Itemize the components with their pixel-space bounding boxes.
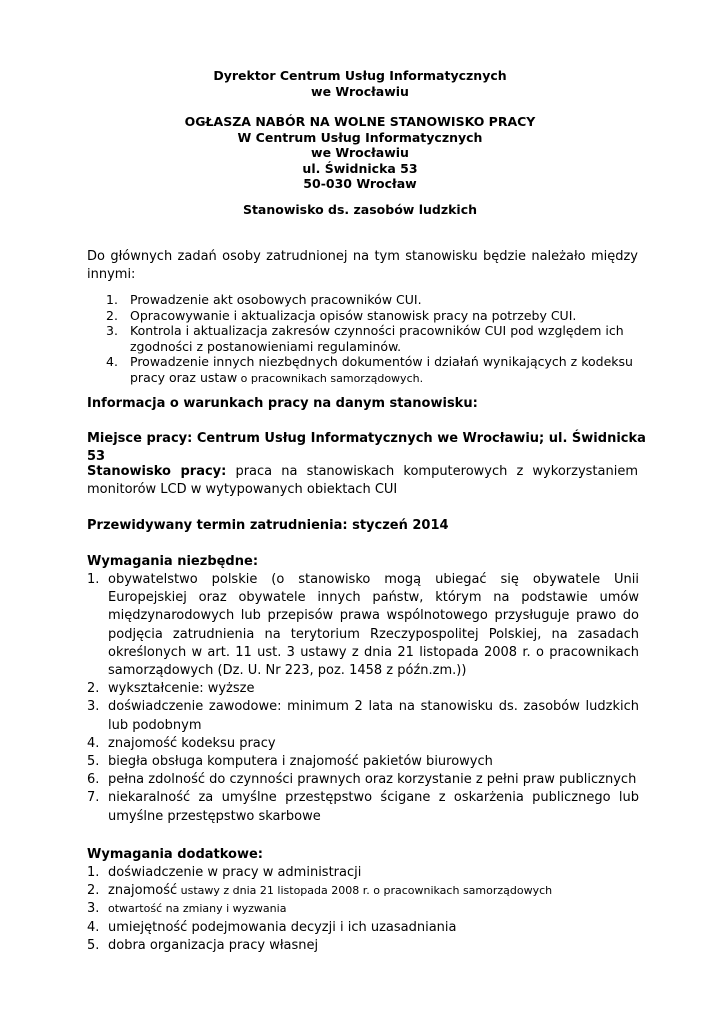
list-item: 6. pełna zdolność do czynności prawnych oraz korzystanie z pełni praw publicznych — [87, 772, 637, 788]
tasks-list — [106, 292, 646, 386]
list-item: 1. Prowadzenie akt osobowych pracowników CUI. — [106, 292, 422, 307]
list-item: 2. Opracowywanie i aktualizacja opisów stanowisk pracy na potrzeby CUI. — [106, 307, 577, 323]
required-heading: Wymagania niezbędne: — [87, 554, 259, 569]
post-paragraph — [87, 463, 638, 499]
list-item: 4. Prowadzenie innych niezbędnych dokumentów i działań wynikających z kodeksu pracy oraz ustaw o pracownikach samorządowych. — [106, 354, 633, 385]
intro-paragraph: Do głównych zadań osoby zatrudnionej na tym stanowisku będzie należało między innymi: — [87, 249, 638, 282]
document-header — [60, 68, 660, 99]
list-item: 5. biegła obsługa komputera i znajomość pakietów biurowych — [87, 754, 493, 770]
list-item: 3. otwartość na zmiany i wyzwania — [87, 901, 287, 917]
announcement-line: OGŁASZA NABÓR NA WOLNE STANOWISKO PRACY — [184, 114, 536, 129]
header-line-1: Dyrektor Centrum Usług Informatycznych — [213, 68, 507, 83]
list-item: 4. umiejętność podejmowania decyzji i ich uzasadniania — [87, 919, 457, 935]
workplace-line: Miejsce pracy: Centrum Usług Informatycznych we Wrocławiu; ul. Świdnicka 53 — [87, 431, 646, 464]
post-label: Stanowisko pracy: — [87, 464, 227, 479]
list-item: 2. wykształcenie: wyższe — [87, 681, 255, 697]
post-text: praca na stanowiskach komputerowych z wykorzystaniem monitorów LCD w wytypowanych obiektach CUI — [87, 464, 638, 497]
list-item: 1. obywatelstwo polskie (o stanowisko mogą ubiegać się obywatele Unii Europejskiej oraz obywatele innych państw, którym na podstawie umów międzynarodowych lub przepisów prawa wspólnotowego przysługuje prawo do podjęcia zatrudnienia na terytorium Rzeczypospolitej Polskiej, na zasadach określonych w art. 11 ust. 3 ustawy z dnia 21 listopada 2008 r. o pracownikach samorządowych (Dz. U. Nr 223, poz. 1458 z późn.zm.)) — [87, 572, 639, 679]
position-title: Stanowisko ds. zasobów ludzkich — [242, 202, 478, 217]
announcement-line: ul. Świdnicka 53 — [302, 160, 418, 176]
announcement-line: we Wrocławiu — [311, 145, 409, 160]
employment-date: Przewidywany termin zatrudnienia: styczeń 2014 — [87, 518, 449, 533]
list-item: 5. dobra organizacja pracy własnej — [87, 937, 319, 953]
list-item: 7. niekaralność za umyślne przestępstwo ścigane z oskarżenia publicznego lub umyślne przestępstwo skarbowe — [87, 790, 639, 824]
required-list — [87, 571, 639, 826]
conditions-heading: Informacja o warunkach pracy na danym stanowisku: — [87, 396, 478, 411]
announcement-line: 50-030 Wrocław — [303, 176, 417, 191]
announcement-block — [60, 114, 660, 192]
additional-list — [87, 864, 639, 955]
list-item: 3. Kontrola i aktualizacja zakresów czynności pracowników CUI pod względem ich zgodności z postanowieniami regulaminów. — [106, 323, 624, 354]
header-line-2: we Wrocławiu — [311, 83, 409, 99]
additional-heading: Wymagania dodatkowe: — [87, 847, 264, 862]
list-item: 1. doświadczenie w pracy w administracji — [87, 865, 362, 880]
list-item: 2. znajomość ustawy z dnia 21 listopada 2008 r. o pracownikach samorządowych — [87, 883, 553, 899]
list-item: 4. znajomość kodeksu pracy — [87, 735, 276, 751]
announcement-line: W Centrum Usług Informatycznych — [237, 129, 483, 145]
list-item: 3. doświadczenie zawodowe: minimum 2 lata na stanowisku ds. zasobów ludzkich lub podobnym — [87, 699, 639, 733]
